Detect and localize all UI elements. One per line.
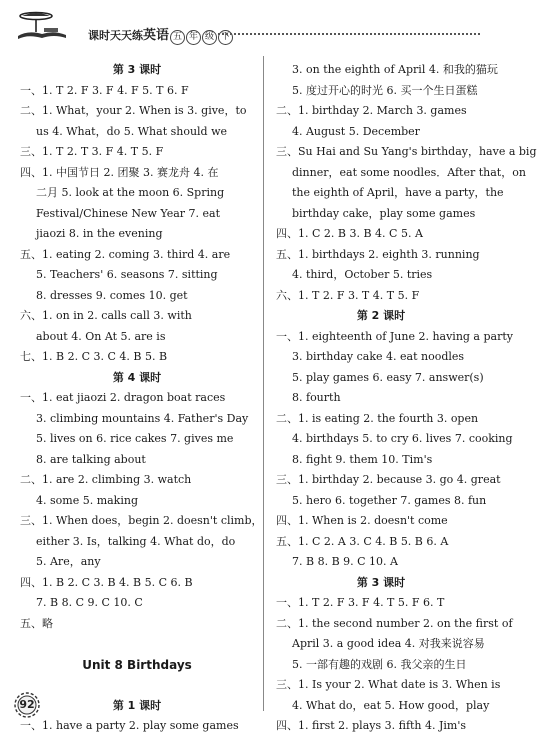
answer-line-continued: either 3. Is，talking 4. What do，do	[36, 534, 236, 548]
answer-line-continued: 二月 5. look at the moon 6. Spring	[36, 186, 225, 199]
answer-line-continued: 5. lives on 6. rice cakes 7. gives me	[36, 432, 234, 445]
lesson-title: 第 3 课时	[112, 63, 162, 76]
answer-line-continued: the eighth of April，have a party，the	[292, 186, 504, 199]
answer-line: 四、1. B 2. C 3. B 4. B 5. C 6. B	[20, 575, 193, 589]
lesson-title: 第 2 课时	[356, 309, 406, 322]
answer-line-continued: 4. What do，eat 5. How good，play	[292, 698, 490, 712]
answer-line: 四、1. C 2. B 3. B 4. C 5. A	[276, 227, 423, 240]
answer-line-continued: jiaozi 8. in the evening	[36, 227, 163, 240]
answer-line-continued: 5. Are，any	[36, 555, 101, 568]
answer-line-continued: 8. are talking about	[36, 452, 146, 466]
header-dotted-rule	[218, 33, 480, 35]
answer-line-continued: 7. B 8. B 9. C 10. A	[292, 555, 398, 568]
answer-line-continued: Festival/Chinese New Year 7. eat	[36, 206, 221, 220]
answer-line-continued: April 3. a good idea 4. 对我来说容易	[292, 637, 485, 650]
answer-line: 三、1. Is your 2. What date is 3. When is	[276, 678, 501, 691]
answer-column-left	[20, 60, 263, 737]
answer-column-right	[276, 60, 537, 737]
column-divider	[263, 56, 264, 711]
answer-line: 三、Su Hai and Su Yang's birthday，have a big	[276, 145, 537, 158]
lesson-title: 第 4 课时	[112, 370, 162, 384]
grade-badge: 年	[186, 30, 201, 45]
answer-line-continued: 3. on the eighth of April 4. 和我的猫玩	[292, 63, 498, 76]
answer-line-continued: 8. fight 9. them 10. Tim's	[292, 452, 433, 466]
answer-line-continued: 8. dresses 9. comes 10. get	[36, 288, 188, 302]
answer-line: 五、1. birthdays 2. eighth 3. running	[276, 247, 480, 261]
answer-line: 三、1. When does，begin 2. doesn't climb，	[20, 514, 263, 527]
answer-line: 二、1. is eating 2. the fourth 3. open	[276, 411, 479, 425]
series-title	[88, 24, 233, 45]
answer-line-continued: 4. birthdays 5. to cry 6. lives 7. cooking	[292, 432, 513, 445]
answer-line: 三、1. birthday 2. because 3. go 4. great	[276, 473, 501, 486]
answer-line: 五、略	[20, 616, 53, 630]
answer-line: 一、1. eat jiaozi 2. dragon boat races	[20, 391, 226, 404]
answer-line: 二、1. the second number 2. on the first of	[276, 616, 513, 630]
answer-line: 四、1. first 2. plays 3. fifth 4. Jim's	[276, 719, 467, 732]
answer-line: 三、1. T 2. T 3. F 4. T 5. F	[20, 145, 164, 158]
page-number: 92	[19, 698, 35, 711]
answer-line: 二、1. birthday 2. March 3. games	[276, 104, 467, 117]
answer-line-continued: 5. Teachers' 6. seasons 7. sitting	[36, 268, 218, 281]
answer-line: 二、1. What，your 2. When is 3. give，to	[20, 104, 247, 117]
answer-line-continued: 7. B 8. C 9. C 10. C	[36, 596, 143, 609]
answer-line-continued: 5. play games 6. easy 7. answer(s)	[292, 370, 484, 384]
answer-line-continued: 3. birthday cake 4. eat noodles	[292, 350, 465, 363]
answer-line: 四、1. 中国节日 2. 团聚 3. 赛龙舟 4. 在	[20, 165, 219, 179]
lesson-title: 第 1 课时	[112, 698, 162, 712]
grade-badge: 级	[202, 30, 217, 45]
answer-line: 六、1. T 2. F 3. T 4. T 5. F	[276, 288, 420, 302]
grade-badge: 下	[218, 30, 233, 45]
book-lamp-logo-icon	[14, 10, 70, 42]
answer-line-continued: 4. some 5. making	[36, 493, 138, 507]
answer-line-continued: 8. fourth	[292, 391, 341, 404]
series-title-text: 课时天天练	[88, 29, 143, 42]
grade-badge: 五	[170, 30, 185, 45]
subject-title: 英语	[143, 28, 170, 43]
answer-line-continued: birthday cake，play some games	[292, 206, 476, 220]
answer-line-continued: dinner，eat some noodles．After that，on	[292, 165, 526, 179]
answer-line: 一、1. T 2. F 3. F 4. T 5. F 6. T	[276, 596, 445, 609]
answer-line: 七、1. B 2. C 3. C 4. B 5. B	[20, 350, 168, 363]
page-header	[0, 0, 500, 48]
answer-line: 二、1. are 2. climbing 3. watch	[20, 473, 192, 486]
answer-line-continued: 5. 度过开心的时光 6. 买一个生日蛋糕	[292, 83, 478, 97]
answer-line-continued: about 4. On At 5. are is	[36, 329, 166, 343]
lesson-title: 第 3 课时	[356, 575, 406, 589]
spacer	[20, 675, 254, 696]
answer-line-continued: 5. hero 6. together 7. games 8. fun	[292, 493, 487, 507]
answer-line: 四、1. When is 2. doesn't come	[276, 514, 448, 527]
answer-line: 一、1. T 2. F 3. F 4. F 5. T 6. F	[20, 83, 189, 97]
answer-line: 五、1. C 2. A 3. C 4. B 5. B 6. A	[276, 534, 449, 548]
answer-line-continued: 4. August 5. December	[292, 124, 420, 138]
spacer	[20, 634, 254, 655]
unit-title: Unit 8 Birthdays	[82, 657, 192, 672]
answer-line-continued: 5. 一部有趣的戏剧 6. 我父亲的生日	[292, 657, 467, 671]
answer-line-continued: 3. climbing mountains 4. Father's Day	[36, 411, 249, 425]
answer-line: 一、1. eighteenth of June 2. having a party	[276, 329, 513, 343]
answer-line: 一、1. have a party 2. play some games	[20, 719, 239, 732]
answer-line-continued: us 4. What，do 5. What should we	[36, 124, 228, 138]
page-number-badge	[12, 690, 42, 720]
answer-line: 六、1. on in 2. calls call 3. with	[20, 309, 192, 322]
answer-line: 五、1. eating 2. coming 3. third 4. are	[20, 247, 231, 261]
answer-line-continued: 4. third，October 5. tries	[292, 268, 433, 281]
